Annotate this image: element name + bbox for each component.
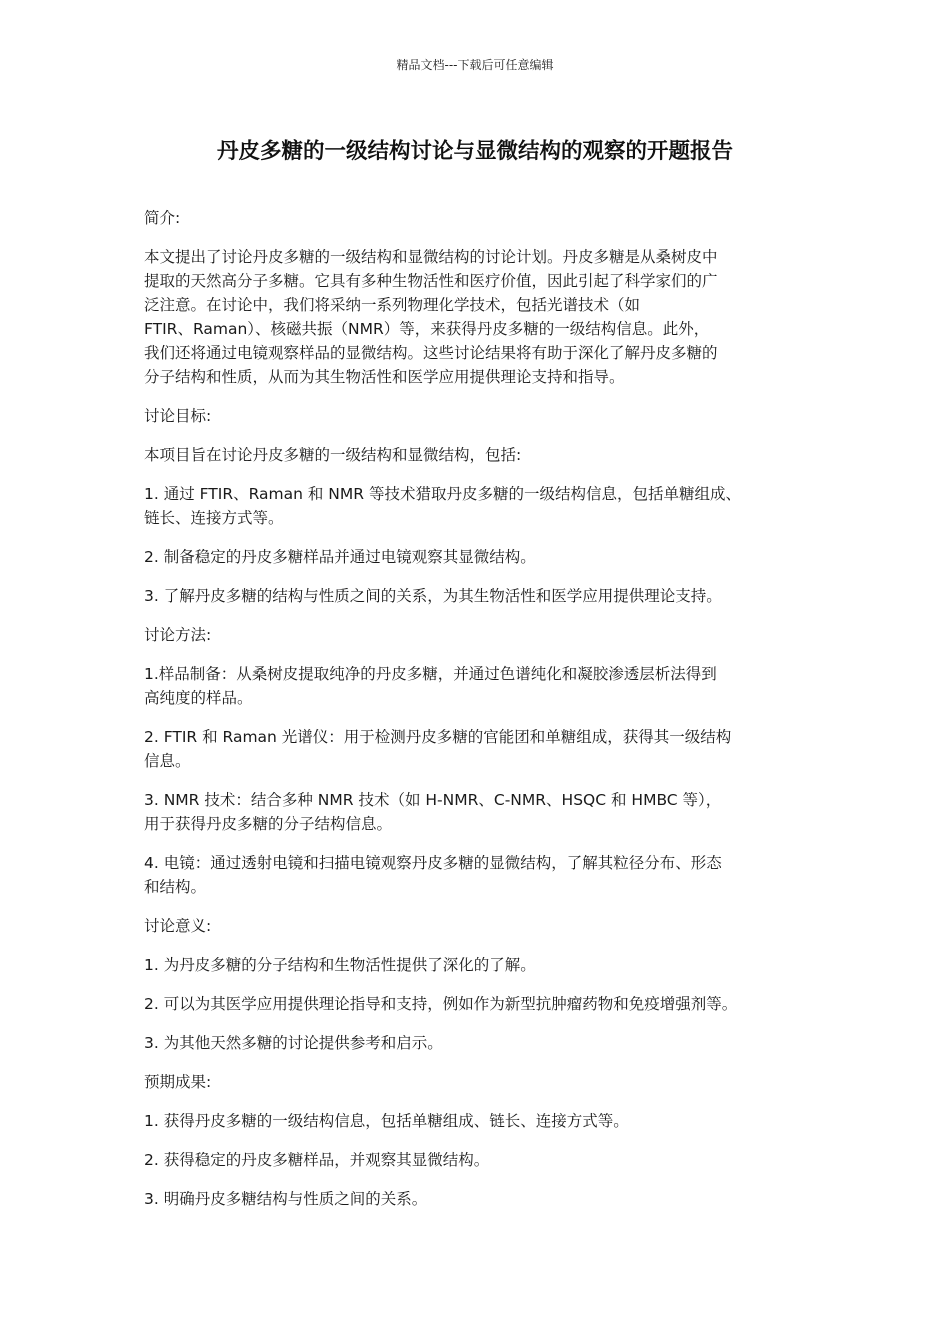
text-line: 我们还将通过电镜观察样品的显微结构。这些讨论结果将有助于深化了解丹皮多糖的	[144, 344, 718, 362]
text-line: 分子结构和性质，从而为其生物活性和医学应用提供理论支持和指导。	[144, 368, 625, 386]
text-line: 1. 获得丹皮多糖的一级结构信息，包括单糖组成、链长、连接方式等。	[144, 1112, 629, 1130]
paragraph	[144, 545, 814, 569]
text-line: 预期成果:	[144, 1073, 212, 1091]
paragraph	[144, 992, 814, 1016]
text-line: 本项目旨在讨论丹皮多糖的一级结构和显微结构，包括:	[144, 446, 522, 464]
paragraph	[144, 206, 814, 230]
text-line: 简介:	[144, 209, 181, 227]
paragraph	[144, 623, 814, 647]
text-line: 3. NMR 技术：结合多种 NMR 技术（如 H-NMR、C-NMR、HSQC 和 HMBC 等），	[144, 791, 722, 809]
text-line: 讨论意义:	[144, 917, 212, 935]
text-line: 2. 可以为其医学应用提供理论指导和支持，例如作为新型抗肿瘤药物和免疫增强剂等。	[144, 995, 738, 1013]
text-line: 1. 为丹皮多糖的分子结构和生物活性提供了深化的了解。	[144, 956, 536, 974]
text-line: 讨论目标:	[144, 407, 212, 425]
text-line: 用于获得丹皮多糖的分子结构信息。	[144, 815, 393, 833]
paragraph	[144, 914, 814, 938]
text-line: 3. 明确丹皮多糖结构与性质之间的关系。	[144, 1190, 428, 1208]
text-line: 3. 为其他天然多糖的讨论提供参考和启示。	[144, 1034, 443, 1052]
paragraph	[144, 1187, 814, 1211]
text-line: 2. 制备稳定的丹皮多糖样品并通过电镜观察其显微结构。	[144, 548, 536, 566]
paragraph	[144, 1031, 814, 1055]
text-line: 链长、连接方式等。	[144, 509, 284, 527]
text-line: 2. 获得稳定的丹皮多糖样品，并观察其显微结构。	[144, 1151, 490, 1169]
document-title: 丹皮多糖的一级结构讨论与显微结构的观察的开题报告	[216, 139, 733, 164]
paragraph	[144, 851, 814, 899]
paragraph	[144, 1070, 814, 1094]
paragraph	[144, 443, 814, 467]
text-line: 3. 了解丹皮多糖的结构与性质之间的关系，为其生物活性和医学应用提供理论支持。	[144, 587, 722, 605]
text-line: 讨论方法:	[144, 626, 212, 644]
text-line: 1.样品制备：从桑树皮提取纯净的丹皮多糖，并通过色谱纯化和凝胶渗透层析法得到	[144, 665, 717, 683]
paragraph	[144, 662, 814, 710]
paragraph	[144, 1109, 814, 1133]
paragraph	[144, 953, 814, 977]
paragraph	[144, 1148, 814, 1172]
paragraph	[144, 584, 814, 608]
paragraph	[144, 725, 814, 773]
text-line: 和结构。	[144, 878, 207, 896]
page-header: 精品文档---下载后可任意编辑	[396, 58, 554, 72]
text-line: 提取的天然高分子多糖。它具有多种生物活性和医疗价值，因此引起了科学家们的广	[144, 272, 718, 290]
text-line: 本文提出了讨论丹皮多糖的一级结构和显微结构的讨论计划。丹皮多糖是从桑树皮中	[144, 248, 718, 266]
document-body	[144, 206, 814, 1226]
text-line: 信息。	[144, 752, 191, 770]
text-line: 高纯度的样品。	[144, 689, 253, 707]
text-line: 4. 电镜：通过透射电镜和扫描电镜观察丹皮多糖的显微结构，了解其粒径分布、形态	[144, 854, 722, 872]
paragraph	[144, 482, 814, 530]
paragraph	[144, 788, 814, 836]
text-line: 泛注意。在讨论中，我们将采纳一系列物理化学技术，包括光谱技术（如	[144, 296, 641, 314]
paragraph	[144, 245, 814, 389]
text-line: 1. 通过 FTIR、Raman 和 NMR 等技术猎取丹皮多糖的一级结构信息，包括单糖组成、	[144, 485, 741, 503]
text-line: 2. FTIR 和 Raman 光谱仪：用于检测丹皮多糖的官能团和单糖组成，获得其一级结构	[144, 728, 732, 746]
text-line: FTIR、Raman）、核磁共振（NMR）等，来获得丹皮多糖的一级结构信息。此外，	[144, 320, 710, 338]
paragraph	[144, 404, 814, 428]
